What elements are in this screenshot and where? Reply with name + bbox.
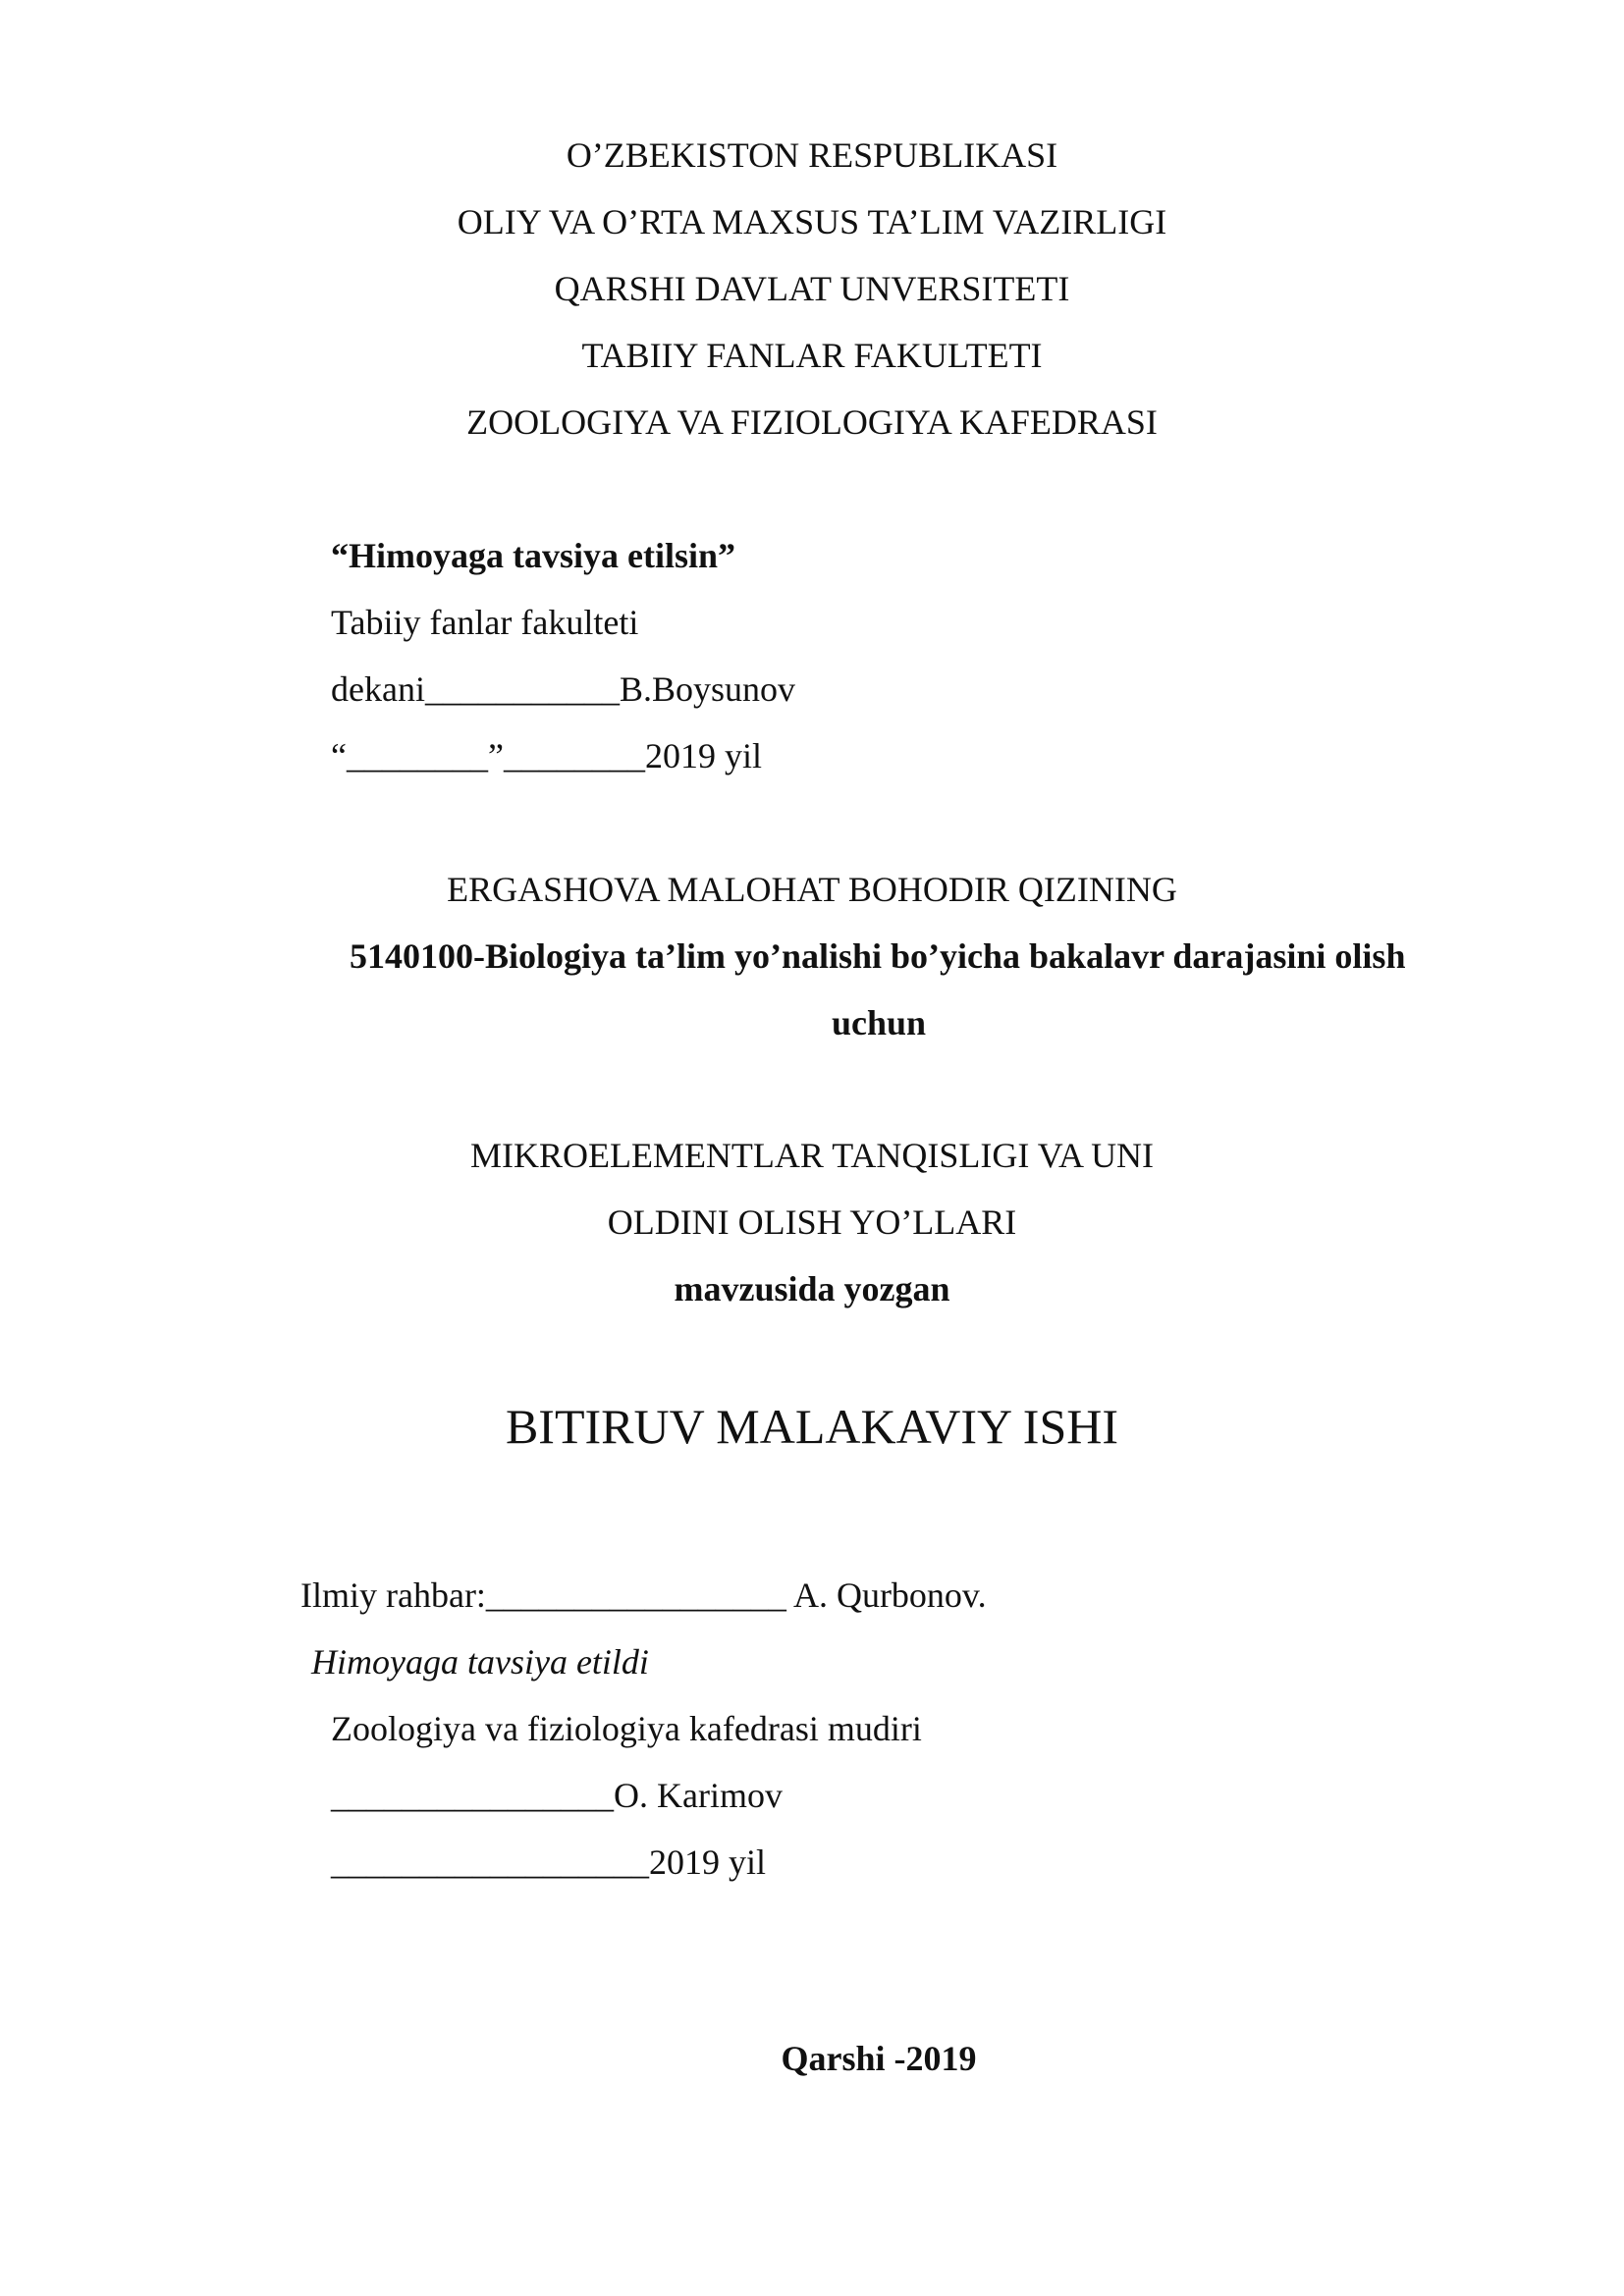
approval-date: “________”________2019 yil: [331, 736, 762, 775]
work-type-title: BITIRUV MALAKAVIY ISHI: [505, 1399, 1119, 1454]
topic-line-1: MIKROELEMENTLAR TANQISLIGI VA UNI: [469, 1136, 1155, 1175]
supervisor-line: Ilmiy rahbar:_________________ A. Qurbonov.: [300, 1575, 987, 1615]
header-university: QARSHI DAVLAT UNVERSITETI: [554, 269, 1070, 308]
approval-title: “Himoyaga tavsiya etilsin”: [331, 536, 735, 575]
header-faculty: TABIIY FANLAR FAKULTETI: [581, 336, 1043, 375]
topic-line-2: OLDINI OLISH YO’LLARI: [607, 1202, 1017, 1242]
department-head-title: Zoologiya va fiziologiya kafedrasi mudiri: [331, 1709, 922, 1748]
approval-faculty: Tabiiy fanlar fakulteti: [331, 603, 639, 642]
department-approval-title: Himoyaga tavsiya etildi: [311, 1642, 649, 1682]
approval-dean: dekani___________B.Boysunov: [331, 669, 795, 709]
department-approval-date: __________________2019 yil: [331, 1842, 767, 1882]
header-ministry: OLIY VA O’RTA MAXSUS TA’LIM VAZIRLIGI: [457, 202, 1167, 241]
student-name: ERGASHOVA MALOHAT BOHODIR QIZINING: [447, 870, 1177, 909]
degree-line-continuation: uchun: [831, 1003, 927, 1042]
topic-note: mavzusida yozgan: [674, 1269, 950, 1308]
degree-line: 5140100-Biologiya ta’lim yo’nalishi bo’yicha bakalavr darajasini olish: [350, 936, 1406, 976]
department-head-signature: ________________O. Karimov: [331, 1776, 783, 1815]
header-country: O’ZBEKISTON RESPUBLIKASI: [566, 135, 1058, 175]
place-year: Qarshi -2019: [781, 2039, 977, 2078]
header-department: ZOOLOGIYA VA FIZIOLOGIYA KAFEDRASI: [466, 402, 1158, 442]
